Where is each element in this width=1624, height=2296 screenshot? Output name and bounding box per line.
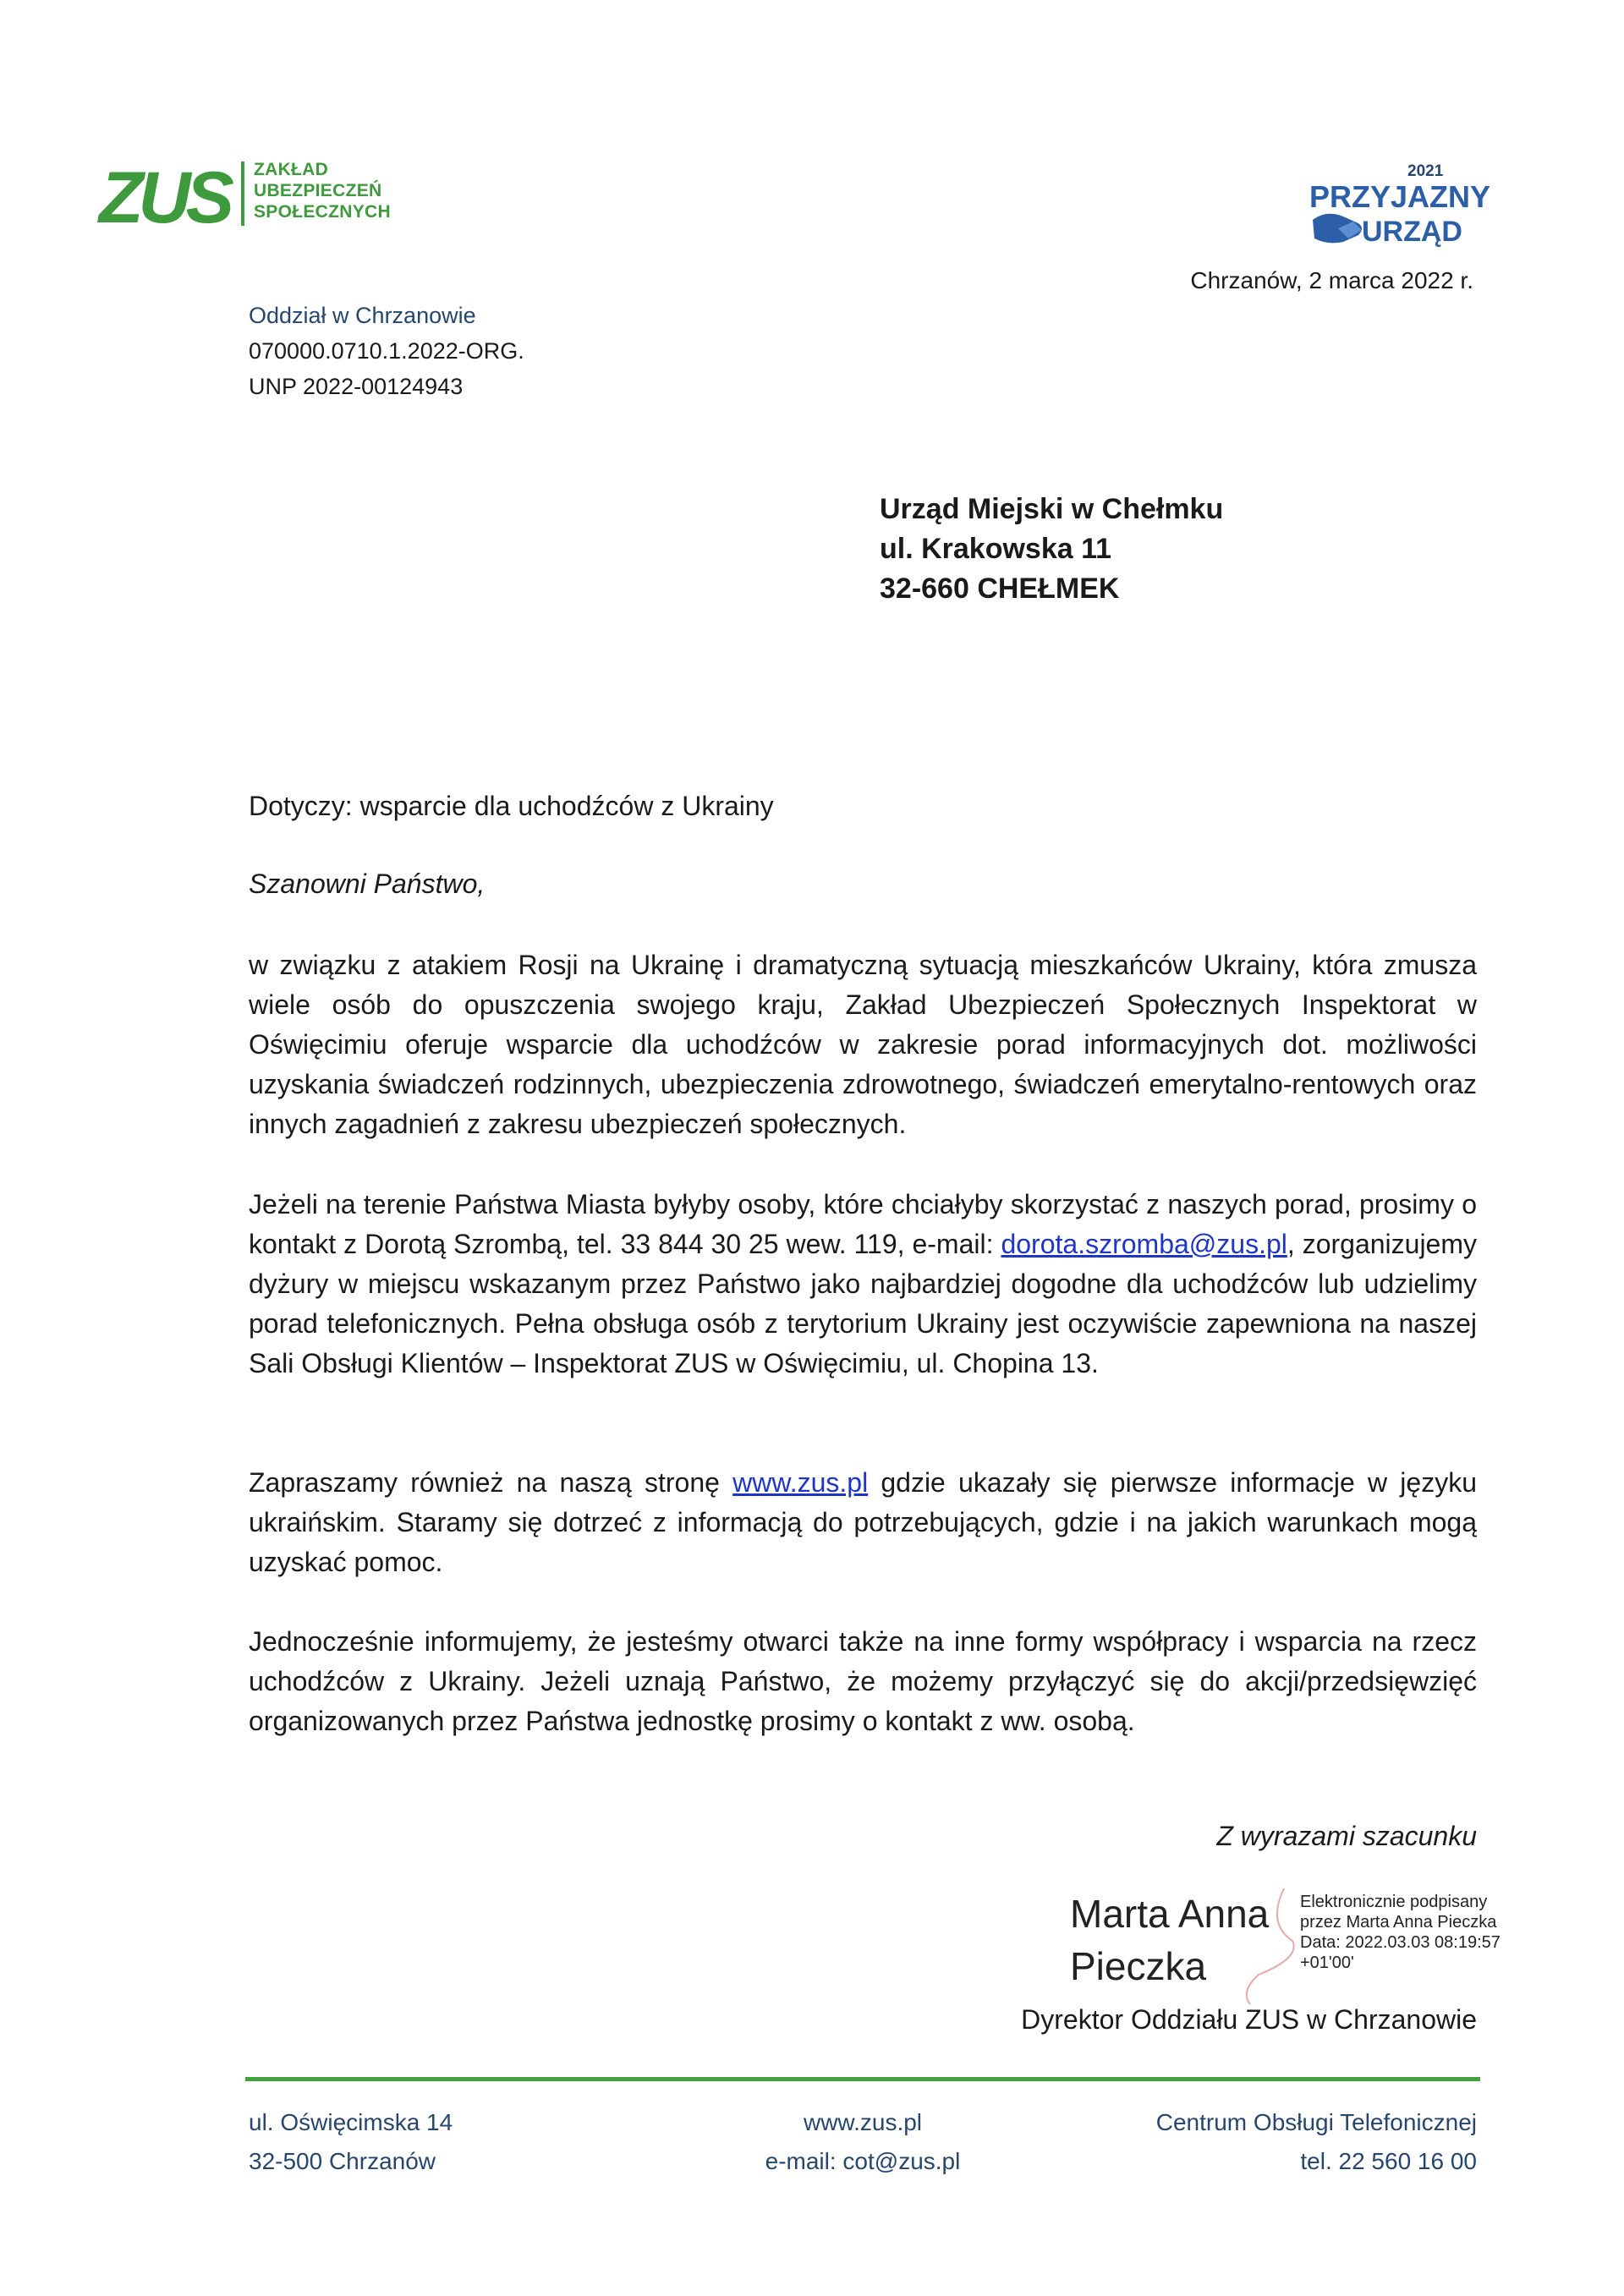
- badge-line1: PRZYJAZNY: [1309, 179, 1491, 214]
- paragraph-3: [249, 1463, 1477, 1582]
- paragraph-3-text: gdzie ukazały się pierwsze informacje w języku ukraińskim. Staramy się dotrzeć z informacją do potrzebujących, gdzie i na jakich warunkach mogą uzyskać pomoc.: [249, 1467, 1478, 1577]
- paragraph-2-text: , zorganizujemy dyżury w miejscu wskazanym przez Państwo jako najbardziej dogodne dla uchodźców lub udzielimy porad telefonicznych. Pełna obsługa osób z terytorium Ukrainy jest oczywiście zapewniona na naszej Sali Obsługi Klientów – Inspektorat ZUS w Oświęcimiu, ul. Chopina 13.: [249, 1229, 1478, 1378]
- website-link[interactable]: www.zus.pl: [732, 1467, 869, 1498]
- reference-number: 070000.0710.1.2022-ORG.: [249, 338, 524, 364]
- przyjazny-urzad-badge: [1309, 161, 1491, 254]
- salutation: Szanowni Państwo,: [249, 869, 486, 899]
- badge-year: 2021: [1407, 162, 1444, 180]
- footer-email-link[interactable]: e-mail: cot@zus.pl: [765, 2148, 961, 2174]
- contact-email-link[interactable]: dorota.szromba@zus.pl: [1001, 1229, 1287, 1259]
- handshake-icon: [1313, 214, 1362, 244]
- addressee-name: Urząd Miejski w Chełmku: [880, 493, 1224, 525]
- paragraph-1: w związku z atakiem Rosji na Ukrainę i dramatyczną sytuacją mieszkańców Ukrainy, która zmusza wiele osób do opuszczenia swojego kraju, Zakład Ubezpieczeń Społecznych Inspektorat w Oświęcimiu oferuje wsparcie dla uchodźców w zakresie porad informacyjnych dot. możliwości uzyskania świadczeń rodzinnych, ubezpieczenia zdrowotnego, świadczeń emerytalno-rentowych oraz innych zagadnień z zakresu ubezpieczeń społecznych.: [249, 950, 1477, 1139]
- badge-line2: URZĄD: [1362, 216, 1462, 248]
- paragraph-4: Jednocześnie informujemy, że jesteśmy otwarci także na inne formy współpracy i wsparcia na rzecz uchodźców z Ukrainy. Jeżeli uznają Państwo, że możemy przyłączyć się do akcji/przedsięwzięć organizowanych przez Państwa jednostkę prosimy o kontakt z ww. osobą.: [249, 1626, 1477, 1736]
- e-signature-line: +01'00': [1300, 1954, 1354, 1972]
- zus-brand-text: ZUS: [99, 157, 229, 238]
- signature-mark: [1233, 1882, 1309, 2008]
- footer-address-city: 32-500 Chrzanów: [249, 2148, 436, 2174]
- unp-number: UNP 2022-00124943: [249, 374, 464, 399]
- footer-call-center: Centrum Obsługi Telefonicznej: [1155, 2109, 1477, 2135]
- paragraph-3-text: Zapraszamy również na naszą stronę: [249, 1467, 733, 1498]
- addressee-city: 32-660 CHEŁMEK: [880, 573, 1120, 605]
- paragraph-2-text: Jeżeli na terenie Państwa Miasta byłyby osoby, które chciałyby skorzystać z naszych porad, prosimy o kontakt z Dorotą Szrombą, tel. 33 844 30 25 wew. 119, e-mail:: [249, 1189, 1477, 1259]
- footer-website-link[interactable]: www.zus.pl: [803, 2109, 923, 2135]
- footer-address-street: ul. Oświęcimska 14: [249, 2109, 453, 2135]
- department-name: Oddział w Chrzanowie: [249, 303, 476, 328]
- zus-name-line: SPOŁECZNYCH: [254, 202, 391, 222]
- addressee-street: ul. Krakowska 11: [880, 533, 1112, 565]
- closing-phrase: Z wyrazami szacunku: [1216, 1821, 1477, 1851]
- paragraph-2: [249, 1185, 1477, 1384]
- signer-title: Dyrektor Oddziału ZUS w Chrzanowie: [1021, 2004, 1477, 2035]
- footer-phone: tel. 22 560 16 00: [1300, 2148, 1477, 2174]
- letter-date: Chrzanów, 2 marca 2022 r.: [1190, 267, 1473, 293]
- footer-divider: [245, 2077, 1480, 2081]
- letter-subject: Dotyczy: wsparcie dla uchodźców z Ukrainy: [249, 791, 774, 821]
- e-signature-line: Elektronicznie podpisany: [1300, 1893, 1488, 1911]
- signer-name-line: Pieczka: [1070, 1944, 1207, 1988]
- zus-name-line: ZAKŁAD: [254, 160, 329, 179]
- zus-full-name: [254, 159, 391, 222]
- signer-name-line: Marta Anna: [1070, 1892, 1270, 1936]
- e-signature-line: Data: 2022.03.03 08:19:57: [1300, 1933, 1501, 1952]
- zus-name-line: UBEZPIECZEŃ: [254, 181, 382, 200]
- e-signature-line: przez Marta Anna Pieczka: [1300, 1913, 1497, 1932]
- e-signature-info: [1300, 1892, 1501, 1973]
- zus-logo-divider: [241, 162, 244, 226]
